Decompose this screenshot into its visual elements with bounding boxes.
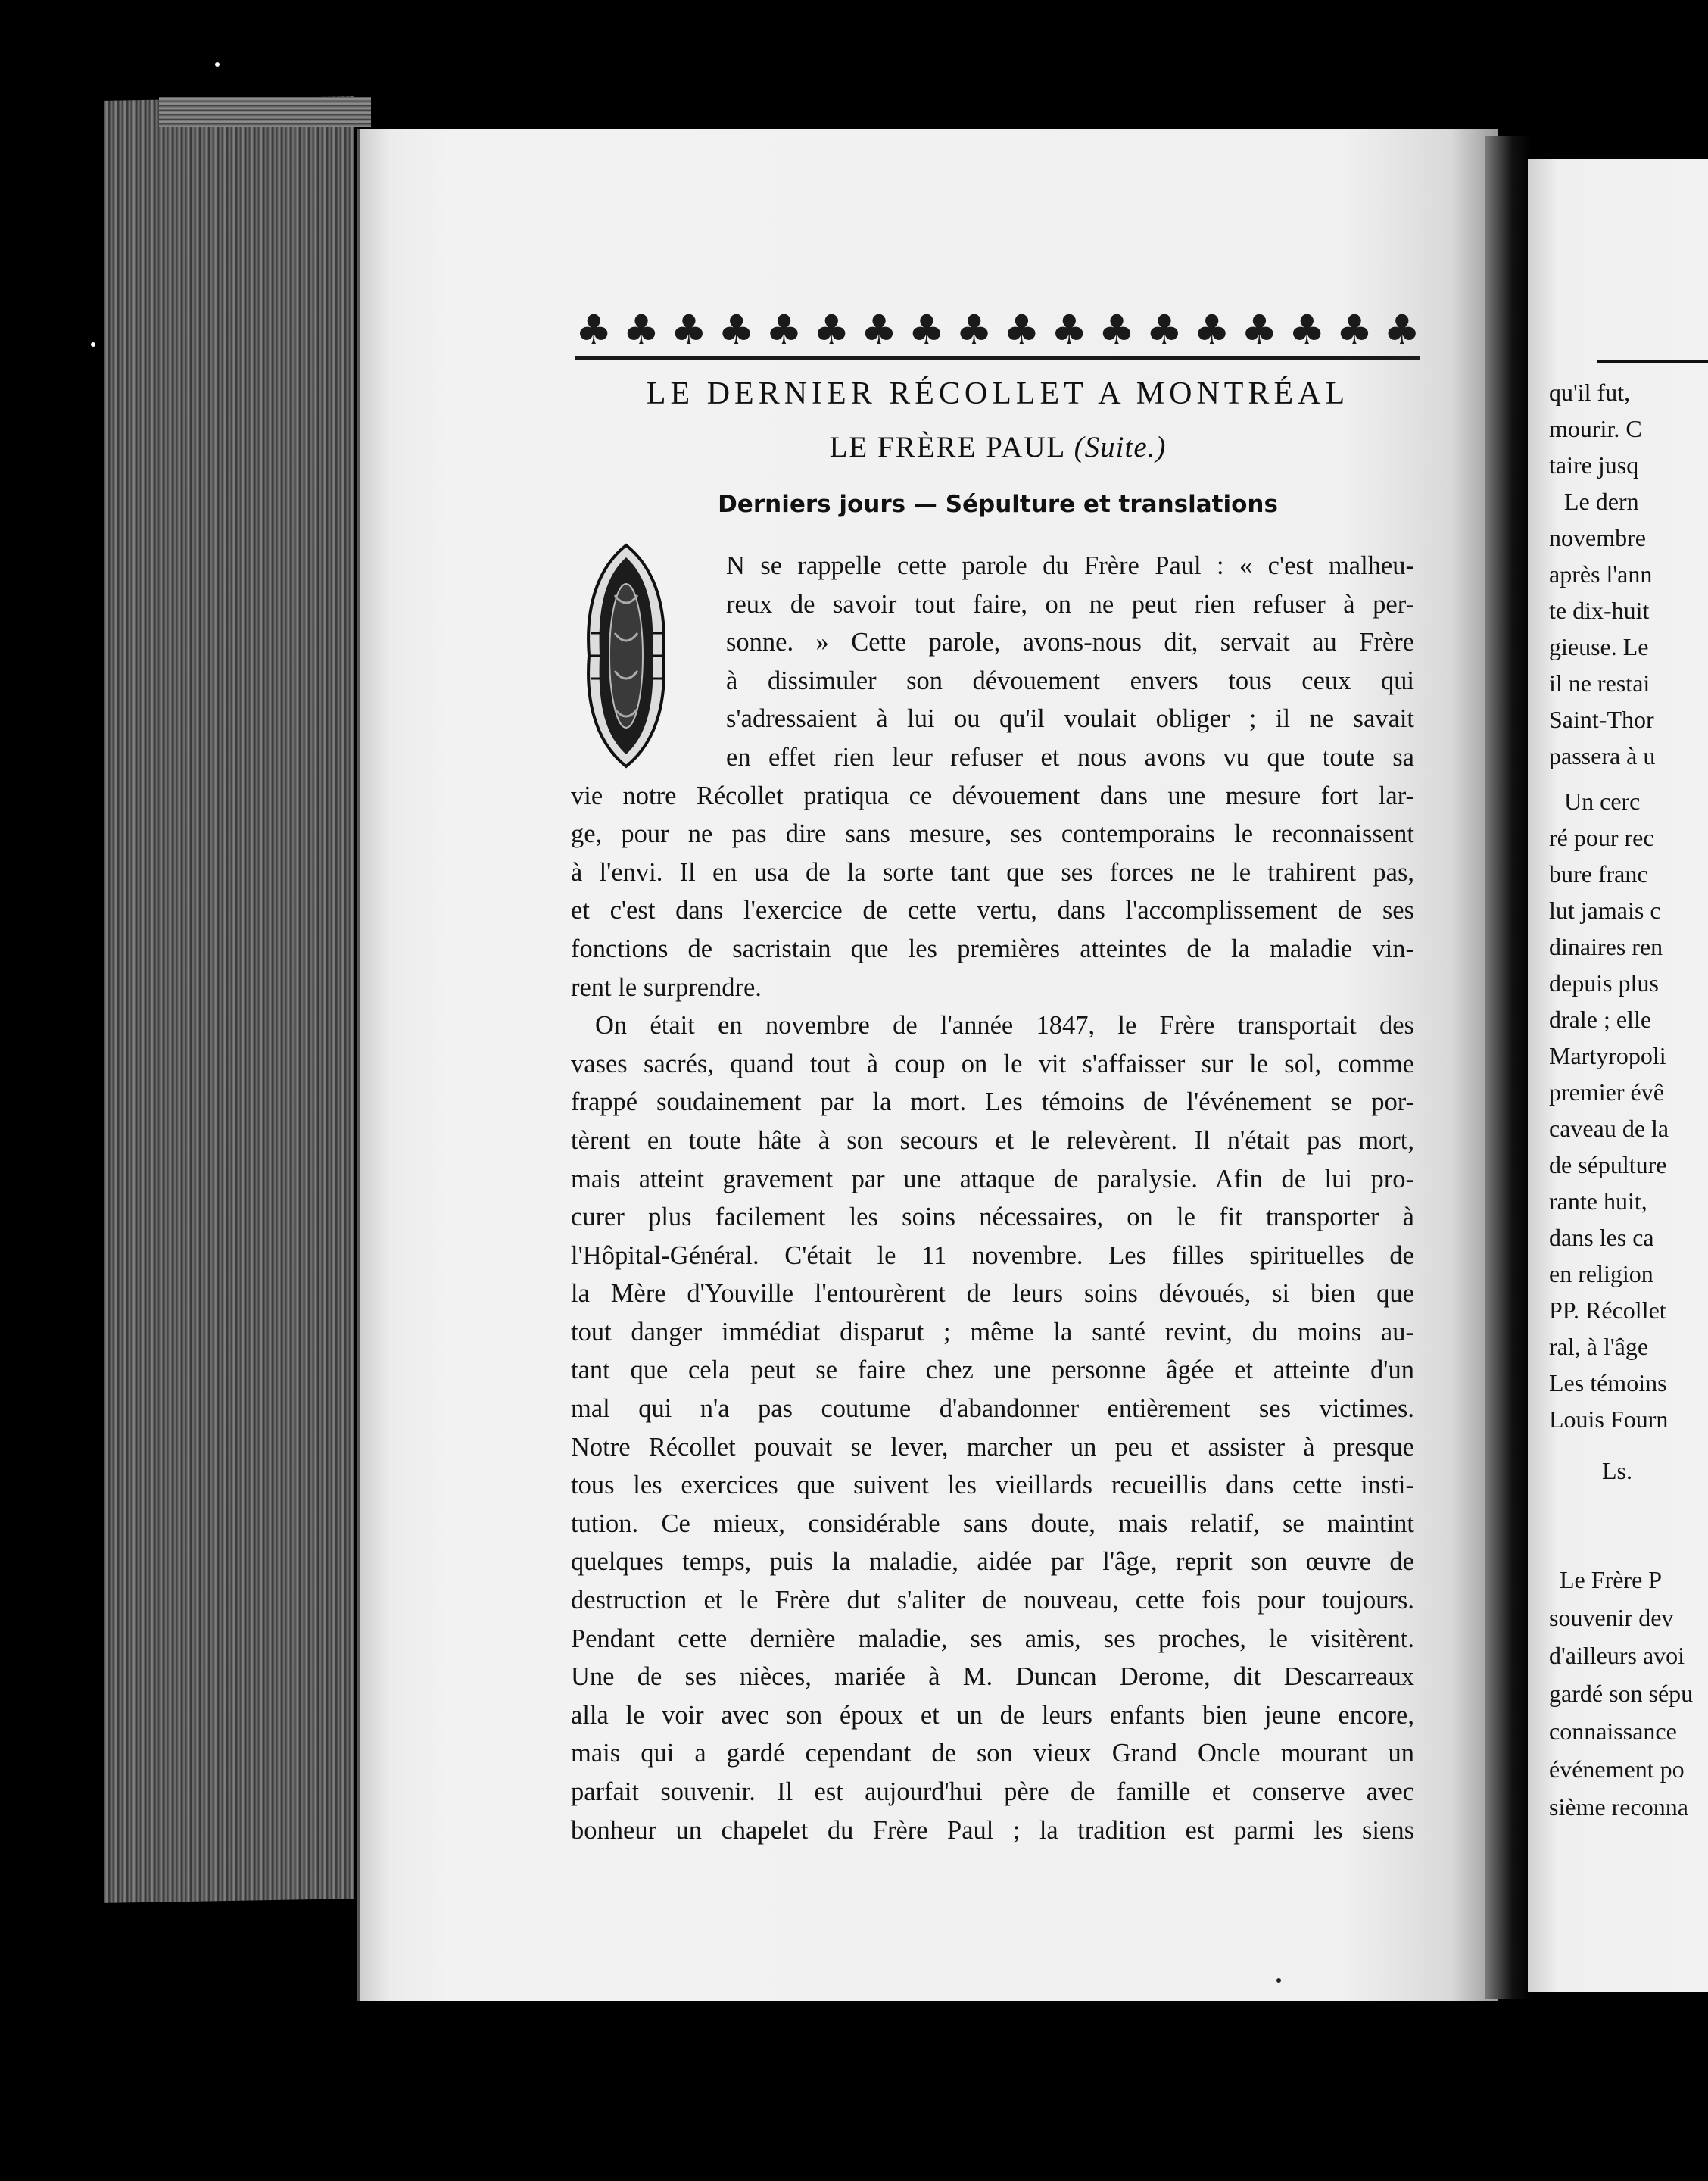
text-line: tous les exercices que suivent les vieillards recueillis dans cette insti- [571,1471,1414,1500]
right-page-line: ral, à l'âge [1549,1333,1649,1360]
right-page-line: ré pour rec [1549,824,1654,851]
right-page-line: depuis plus [1549,969,1659,997]
book-page-edges [104,96,354,1903]
text-line: sonne. » Cette parole, avons-nous dit, servait au Frère [726,628,1414,657]
text-line: la Mère d'Youville l'entourèrent de leurs soins dévoués, si bien que [571,1279,1414,1309]
text-line: Notre Récollet pouvait se lever, marcher un peu et assister à presque [571,1432,1414,1462]
right-page-line: connaissance [1549,1718,1677,1745]
right-page-line: lut jamais c [1549,897,1661,924]
ornament-glyph-icon: ♣ [860,306,898,354]
text-line: à dissimuler son dévouement envers tous ceux qui [726,666,1414,695]
text-line: tèrent en toute hâte à son secours et le relevèrent. Il n'était pas mort, [571,1125,1414,1155]
right-page-line: dans les ca [1549,1224,1654,1251]
text-line: Pendant cette dernière maladie, ses amis, ses proches, le visitèrent. [571,1624,1414,1653]
text-line: rent le surprendre. [571,972,762,1002]
ornament-glyph-icon: ♣ [1383,306,1420,354]
text-line: tout danger immédiat disparut ; même la santé revint, du moins au- [571,1317,1414,1346]
right-page-line: taire jusq [1549,451,1639,479]
ornament-glyph-icon: ♣ [765,306,803,354]
dust-speck [91,342,95,347]
text-line: en effet rien leur refuser et nous avons vu que toute sa [726,742,1414,772]
text-line: tant que cela peut se faire chez une personne âgée et atteinte d'un [571,1356,1414,1385]
ornament-glyph-icon: ♣ [1098,306,1136,354]
ornament-glyph-icon: ♣ [955,306,993,354]
text-line: ge, pour ne pas dire sans mesure, ses contemporains le reconnaissent [571,819,1414,849]
ornament-glyph-icon: ♣ [1336,306,1373,354]
right-page-line: te dix-huit [1549,597,1650,624]
ornament-glyph-icon: ♣ [1145,306,1183,354]
book-gutter [1485,136,1531,1999]
section-title: Derniers jours — Sépulture et translations [718,491,1278,518]
ornament-glyph-icon: ♣ [575,306,612,354]
decorative-ornament-band [575,304,1420,360]
text-line: frappé soudainement par la mort. Les témoins de l'événement se por- [571,1087,1414,1117]
text-line: parfait souvenir. Il est aujourd'hui père de famille et conserve avec [571,1777,1414,1806]
text-line: vases sacrés, quand tout à coup on le vit s'affaisser sur le sol, comme [571,1049,1414,1078]
dust-speck [1276,1978,1281,1983]
article-subtitle [575,430,1420,464]
right-page-line: Le Frère P [1560,1566,1663,1593]
right-page-line: Ls. [1602,1457,1632,1484]
text-line: quelques temps, puis la maladie, aidée par l'âge, reprit son œuvre de [571,1547,1414,1577]
text-line: vie notre Récollet pratiqua ce dévouement dans une mesure fort lar- [571,781,1414,810]
text-line: mais atteint gravement par une attaque de paralysie. Afin de lui pro- [571,1164,1414,1193]
right-page-line: dinaires ren [1549,933,1663,960]
text-line: reux de savoir tout faire, on ne peut rien refuser à per- [726,589,1414,619]
right-page-line: mourir. C [1549,415,1642,442]
right-page-line: Martyropoli [1549,1042,1666,1069]
text-line: N se rappelle cette parole du Frère Paul : « c'est malheu- [726,551,1414,580]
right-page-line: passera à u [1549,742,1656,769]
text-line: s'adressaient à lui ou qu'il voulait obliger ; il ne savait [726,704,1414,734]
text-line: curer plus facilement les soins nécessaires, on le fit transporter à [571,1203,1414,1232]
text-line: tution. Ce mieux, considérable sans doute, mais relatif, se maintint [571,1509,1414,1538]
book-page-edges-top [159,97,371,127]
right-page-line: rante huit, [1549,1187,1647,1215]
ornament-glyph-icon: ♣ [622,306,660,354]
text-line: et c'est dans l'exercice de cette vertu, dans l'accomplissement de ses [571,896,1414,925]
right-page-line: il ne restai [1549,669,1650,697]
right-page-line: d'ailleurs avoi [1549,1642,1685,1669]
text-line: à l'envi. Il en usa de la sorte tant que ses forces ne le trahirent pas, [571,857,1414,887]
right-page-line: qu'il fut, [1549,379,1631,406]
text-line: alla le voir avec son époux et un de leurs enfants bien jeune encore, [571,1700,1414,1730]
dust-speck [215,62,220,67]
right-page-line: PP. Récollet [1549,1296,1666,1324]
right-page-line: en religion [1549,1260,1653,1287]
right-page-line: Les témoins [1549,1369,1667,1396]
ornament-glyph-icon: ♣ [1288,306,1326,354]
ornament-glyph-icon: ♣ [1003,306,1040,354]
text-line: bonheur un chapelet du Frère Paul ; la tradition est parmi les siens [571,1815,1414,1845]
right-page-line: sième reconna [1549,1793,1688,1821]
right-page-line: de sépulture [1549,1151,1667,1178]
text-line: destruction et le Frère dut s'aliter de nouveau, cette fois pour toujours. [571,1586,1414,1615]
article-title: LE DERNIER RÉCOLLET A MONTRÉAL [646,376,1350,411]
text-line: mais qui a gardé cependant de son vieux Grand Oncle mourant un [571,1739,1414,1768]
right-page-line: novembre [1549,524,1646,551]
right-page-line: premier évê [1549,1078,1664,1106]
ornament-glyph-icon: ♣ [718,306,755,354]
ornament-glyph-icon: ♣ [1241,306,1278,354]
ornament-glyph-icon: ♣ [908,306,945,354]
ornament-glyph-icon: ♣ [670,306,708,354]
subtitle-text: LE FRÈRE PAUL [829,431,1065,463]
right-page-line: Louis Fourn [1549,1406,1669,1433]
right-page-line: gieuse. Le [1549,633,1649,660]
right-page-line: caveau de la [1549,1115,1669,1142]
ornament-glyph-icon: ♣ [1193,306,1230,354]
text-line: On était en novembre de l'année 1847, le Frère transportait des [595,1011,1414,1041]
ornament-glyph-icon: ♣ [1050,306,1088,354]
text-line: Une de ses nièces, mariée à M. Duncan Derome, dit Descarreaux [571,1662,1414,1692]
right-page-line: gardé son sépu [1549,1680,1694,1707]
right-page-line: Le dern [1564,488,1639,515]
text-line: mal qui n'a pas coutume d'abandonner entièrement ses victimes. [571,1394,1414,1424]
right-page-text [1549,0,1708,2181]
right-page-line: Saint-Thor [1549,706,1654,733]
right-page-line: drale ; elle [1549,1006,1652,1033]
right-page-line: bure franc [1549,860,1648,888]
ornament-glyph-icon: ♣ [812,306,850,354]
body-text [571,547,1414,1849]
subtitle-suite: (Suite.) [1074,431,1167,463]
right-page-line: événement po [1549,1755,1685,1783]
text-line: l'Hôpital-Général. C'était le 11 novembre. Les filles spirituelles de [571,1240,1414,1270]
text-line: fonctions de sacristain que les premières atteintes de la maladie vin- [571,934,1414,963]
right-page-line: Un cerc [1564,788,1641,815]
right-page-line: après l'ann [1549,560,1653,588]
right-page-line: souvenir dev [1549,1604,1674,1631]
